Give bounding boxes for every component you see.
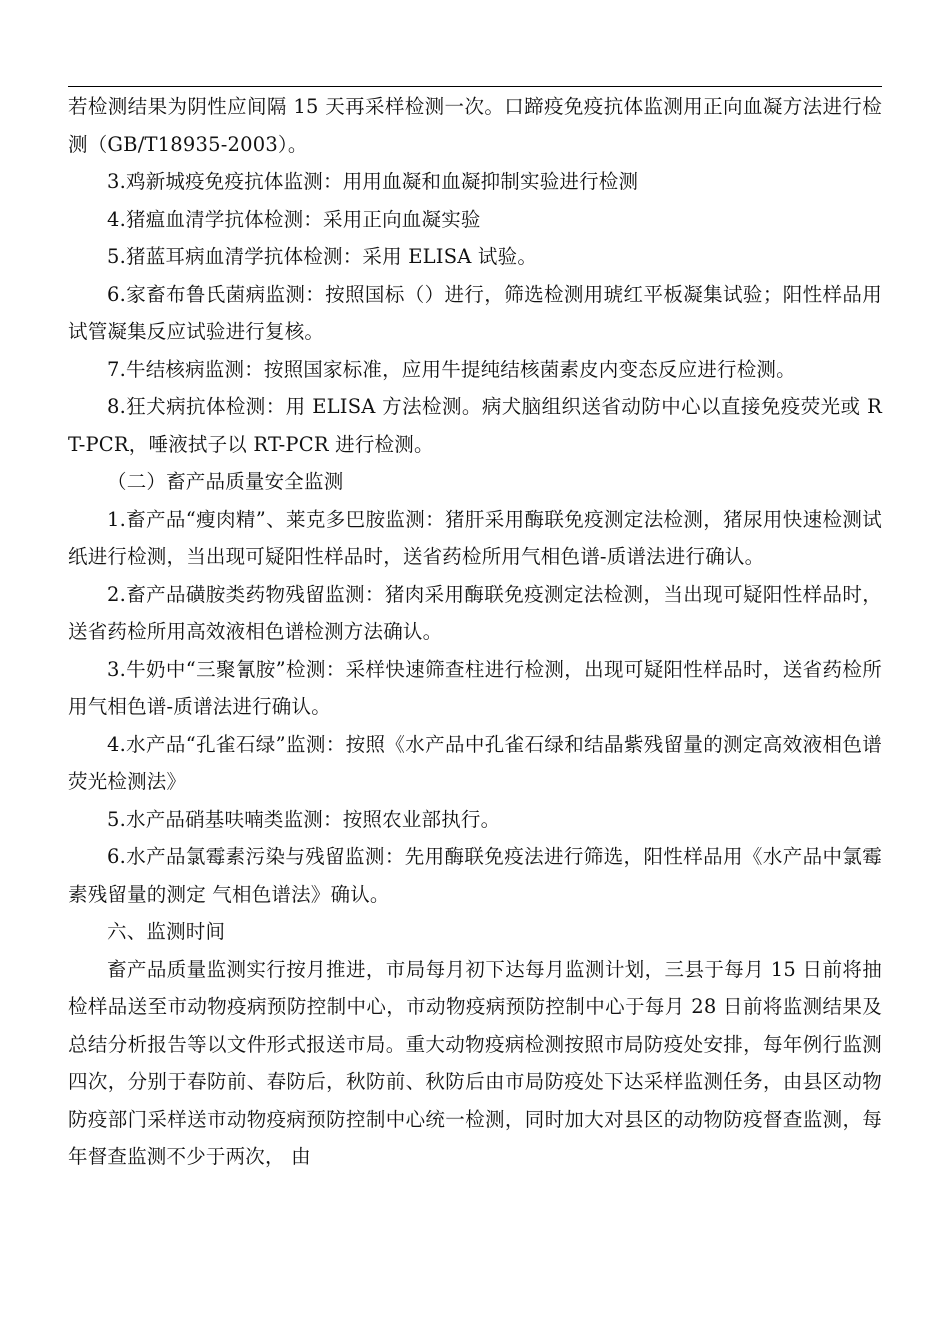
- paragraph-continuation: 若检测结果为阴性应间隔 15 天再采样检测一次。口蹄疫免疫抗体监测用正向血凝方法进行检测（GB/T18935-2003）。: [68, 95, 882, 156]
- paragraph-item-6: 6.家畜布鲁氏菌病监测：按照国标（）进行，筛选检测用琥红平板凝集试验；阳性样品用试管凝集反应试验进行复核。: [68, 282, 882, 343]
- paragraph-item-5: 5.猪蓝耳病血清学抗体检测：采用 ELISA 试验。: [107, 245, 538, 268]
- document-body: [68, 88, 882, 1176]
- section-heading-6: 六、监测时间: [107, 920, 226, 943]
- paragraph-item-7: 7.牛结核病监测：按照国家标准，应用牛提纯结核菌素皮内变态反应进行检测。: [107, 357, 796, 381]
- paragraph-schedule: 畜产品质量监测实行按月推进，市局每月初下达每月监测计划，三县于每月 15 日前将抽检样品送至市动物疫病预防控制中心，市动物疫病预防控制中心于每月 28 日前将监测结果及总结分析报告等以文件形式报送市局。重大动物疫病检测按照市局防疫处安排，每年例行监测四次，分别于春防前、春防后，秋防前、秋防后由市局防疫处下达采样监测任务，由县区动物防疫部门采样送市动物疫病预防控制中心统一检测，同时加大对县区的动物防疫督查监测，每年督查监测不少于两次， 由: [68, 957, 882, 1168]
- header-rule: [68, 86, 882, 87]
- paragraph-sub-2: 2.畜产品磺胺类药物残留监测：猪肉采用酶联免疫测定法检测，当出现可疑阳性样品时，送省药检所用高效液相色谱检测方法确认。: [68, 582, 882, 643]
- paragraph-sub-1: 1.畜产品“瘦肉精”、莱克多巴胺监测：猪肝采用酶联免疫测定法检测，猪尿用快速检测试纸进行检测，当出现可疑阳性样品时，送省药检所用气相色谱-质谱法进行确认。: [68, 507, 882, 568]
- paragraph-sub-3: 3.牛奶中“三聚氰胺”检测：采样快速筛查柱进行检测，出现可疑阳性样品时，送省药检所用气相色谱-质谱法进行确认。: [68, 657, 882, 718]
- paragraph-sub-5: 5.水产品硝基呋喃类监测：按照农业部执行。: [107, 807, 501, 831]
- paragraph-sub-4: 4.水产品“孔雀石绿”监测：按照《水产品中孔雀石绿和结晶紫残留量的测定高效液相色谱荧光检测法》: [68, 732, 882, 793]
- paragraph-item-4: 4.猪瘟血清学抗体检测：采用正向血凝实验: [107, 207, 481, 231]
- paragraph-item-8: 8.狂犬病抗体检测：用 ELISA 方法检测。病犬脑组织送省动防中心以直接免疫荧光或 RT-PCR，唾液拭子以 RT-PCR 进行检测。: [68, 395, 882, 456]
- section-heading-2: （二）畜产品质量安全监测: [107, 470, 344, 493]
- paragraph-item-3: 3.鸡新城疫免疫抗体监测：用用血凝和血凝抑制实验进行检测: [107, 170, 639, 193]
- paragraph-sub-6: 6.水产品氯霉素污染与残留监测：先用酶联免疫法进行筛选，阳性样品用《水产品中氯霉素残留量的测定 气相色谱法》确认。: [68, 845, 882, 906]
